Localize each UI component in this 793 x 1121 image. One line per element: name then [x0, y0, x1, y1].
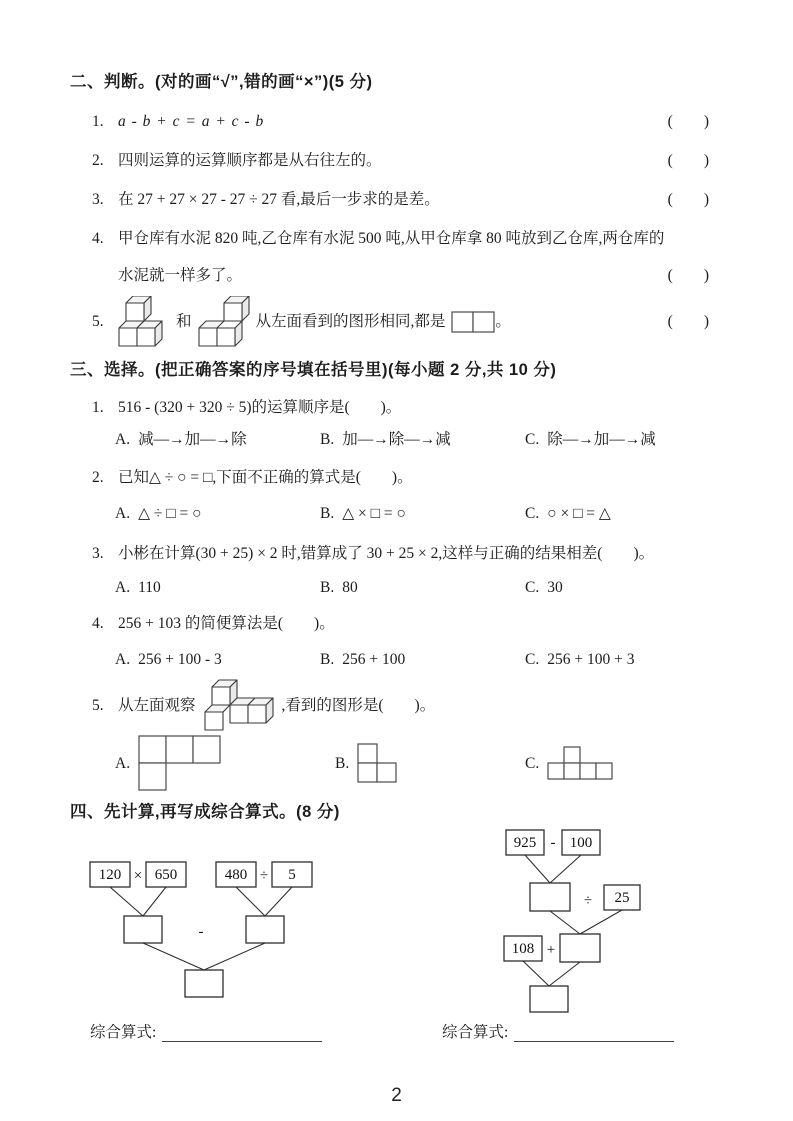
empty-result-box[interactable]	[560, 934, 600, 962]
option-label: 256 + 100 + 3	[547, 651, 635, 668]
item-text: 在 27 + 27 × 27 - 27 ÷ 27 看,最后一步求的是差。	[118, 191, 440, 208]
operand: 120	[98, 867, 122, 883]
item-text-mid: 和	[176, 313, 192, 330]
option-label: △ ÷ □ = ○	[138, 505, 202, 522]
option-letter: A.	[115, 651, 131, 668]
question-text-pre: 从左面观察	[118, 696, 196, 714]
option-a	[115, 428, 320, 452]
option-c	[525, 746, 614, 781]
item-number: 1.	[92, 113, 104, 130]
item-number: 2.	[92, 152, 104, 169]
option-b	[320, 576, 525, 600]
option-b-shape-icon	[357, 743, 398, 784]
operand: 650	[154, 867, 178, 883]
question-number: 3.	[92, 545, 104, 562]
answer-label: 综合算式:	[90, 1024, 157, 1041]
option-letter: A.	[115, 754, 131, 772]
calc-diagrams	[70, 828, 735, 1018]
choice-q1-options	[115, 428, 735, 452]
item-text-post: 从左面看到的图形相同,都是	[255, 313, 446, 330]
option-c-shape-icon	[547, 746, 614, 781]
item-number: 5.	[92, 313, 104, 330]
option-a	[115, 735, 335, 792]
item-text: 水泥就一样多了。	[118, 267, 243, 284]
question-text-post: ,看到的图形是( )。	[281, 696, 436, 714]
tree-diagram-left	[88, 858, 318, 1008]
question-number: 2.	[92, 469, 104, 486]
item-text: a - b + c = a + c - b	[118, 113, 265, 130]
section-calc-heading: 四、先计算,再写成综合算式。(8 分)	[70, 803, 340, 821]
option-c	[525, 502, 611, 526]
option-letter: A.	[115, 579, 131, 596]
option-label: 256 + 100 - 3	[138, 651, 222, 668]
operator: ÷	[259, 868, 269, 884]
judge-item-3	[92, 188, 735, 212]
question-number: 1.	[92, 399, 104, 416]
option-letter: B.	[320, 579, 335, 596]
option-a	[115, 648, 320, 672]
question-number: 4.	[92, 615, 104, 632]
item-text: 四则运算的运算顺序都是从右往左的。	[118, 152, 382, 169]
answer-lines	[70, 1020, 735, 1042]
question-text: 已知△ ÷ ○ = □,下面不正确的算式是( )。	[118, 469, 413, 486]
operand: 5	[288, 867, 296, 883]
answer-paren[interactable]: ( )	[667, 191, 709, 208]
operator: -	[198, 924, 204, 940]
option-label: 除—→加—→减	[547, 431, 656, 448]
operand: 25	[614, 890, 630, 906]
choice-q2-options	[115, 502, 735, 526]
answer-paren[interactable]: ( )	[667, 267, 709, 284]
judge-item-4-line1	[92, 227, 735, 251]
item-text: 甲仓库有水泥 820 吨,乙仓库有水泥 500 吨,从甲仓库拿 80 吨放到乙仓库,两仓库的	[118, 230, 665, 247]
empty-result-box[interactable]	[246, 916, 284, 943]
option-b	[320, 502, 525, 526]
option-c	[525, 576, 563, 600]
question-number: 5.	[92, 696, 104, 714]
option-letter: B.	[320, 651, 335, 668]
option-letter: B.	[335, 754, 350, 772]
choice-q2	[92, 466, 735, 490]
option-b	[335, 743, 525, 784]
cubes-figure-q5-icon	[202, 678, 276, 733]
answer-blank[interactable]	[162, 1024, 322, 1042]
section-choice-heading: 三、选择。(把正确答案的序号填在括号里)(每小题 2 分,共 10 分)	[70, 361, 557, 379]
option-letter: B.	[320, 505, 335, 522]
option-letter: A.	[115, 431, 131, 448]
answer-blank[interactable]	[514, 1024, 674, 1042]
option-label: ○ × □ = △	[547, 505, 611, 522]
operator: +	[546, 942, 556, 958]
answer-label: 综合算式:	[442, 1024, 509, 1041]
empty-result-box[interactable]	[124, 916, 162, 943]
operand: 100	[569, 835, 593, 851]
item-text-end: 。	[495, 313, 511, 330]
option-a	[115, 576, 320, 600]
option-label: 30	[547, 579, 563, 596]
choice-q5	[92, 678, 735, 733]
question-text: 256 + 103 的简便算法是( )。	[118, 615, 335, 632]
answer-paren[interactable]: ( )	[667, 152, 709, 169]
answer-paren[interactable]: ( )	[667, 313, 709, 330]
two-square-box-icon	[451, 311, 495, 333]
option-letter: A.	[115, 505, 131, 522]
choice-q3	[92, 542, 735, 566]
question-text: 516 - (320 + 320 ÷ 5)的运算顺序是( )。	[118, 399, 402, 416]
option-label: 80	[342, 579, 358, 596]
tree-diagram-right	[500, 828, 655, 1013]
judge-item-5	[92, 296, 735, 348]
option-label: 110	[138, 579, 161, 596]
answer-line-right	[442, 1020, 774, 1042]
page-number: 2	[391, 1085, 402, 1106]
answer-line-left	[90, 1020, 422, 1042]
judge-item-1	[92, 110, 735, 134]
choice-q1	[92, 396, 735, 420]
judge-item-4-line2	[92, 264, 735, 288]
choice-q5-options	[115, 735, 735, 792]
option-label: △ × □ = ○	[342, 505, 406, 522]
choice-q4-options	[115, 648, 735, 672]
option-letter: C.	[525, 431, 540, 448]
question-text: 小彬在计算(30 + 25) × 2 时,错算成了 30 + 25 × 2,这样与正确的结果相差( )。	[118, 545, 655, 562]
operand: 925	[513, 835, 537, 851]
option-letter: C.	[525, 579, 540, 596]
option-c	[525, 428, 656, 452]
cubes-figure-top-right-icon	[198, 296, 250, 348]
judge-item-2	[92, 149, 735, 173]
answer-paren[interactable]: ( )	[667, 113, 709, 130]
empty-result-box[interactable]	[530, 883, 570, 911]
choice-q4	[92, 612, 735, 636]
option-label: 256 + 100	[342, 651, 406, 668]
operator: ÷	[583, 893, 593, 909]
cubes-figure-top-left-icon	[118, 296, 170, 348]
option-label: 加—→除—→减	[342, 431, 451, 448]
item-number: 3.	[92, 191, 104, 208]
empty-result-box[interactable]	[530, 986, 568, 1012]
option-label: 减—→加—→除	[138, 431, 247, 448]
option-a	[115, 502, 320, 526]
section-judge-heading: 二、判断。(对的画“√”,错的画“×”)(5 分)	[70, 73, 373, 91]
choice-q3-options	[115, 576, 735, 600]
operand: 480	[224, 867, 248, 883]
operator: ×	[133, 868, 143, 884]
option-b	[320, 648, 525, 672]
operand: 108	[511, 941, 535, 957]
item-number: 4.	[92, 230, 104, 247]
option-letter: C.	[525, 505, 540, 522]
option-letter: C.	[525, 754, 540, 772]
empty-result-box[interactable]	[185, 970, 223, 997]
option-letter: C.	[525, 651, 540, 668]
option-c	[525, 648, 634, 672]
option-letter: B.	[320, 431, 335, 448]
option-a-shape-icon	[138, 735, 222, 792]
option-b	[320, 428, 525, 452]
operator: -	[550, 835, 556, 851]
